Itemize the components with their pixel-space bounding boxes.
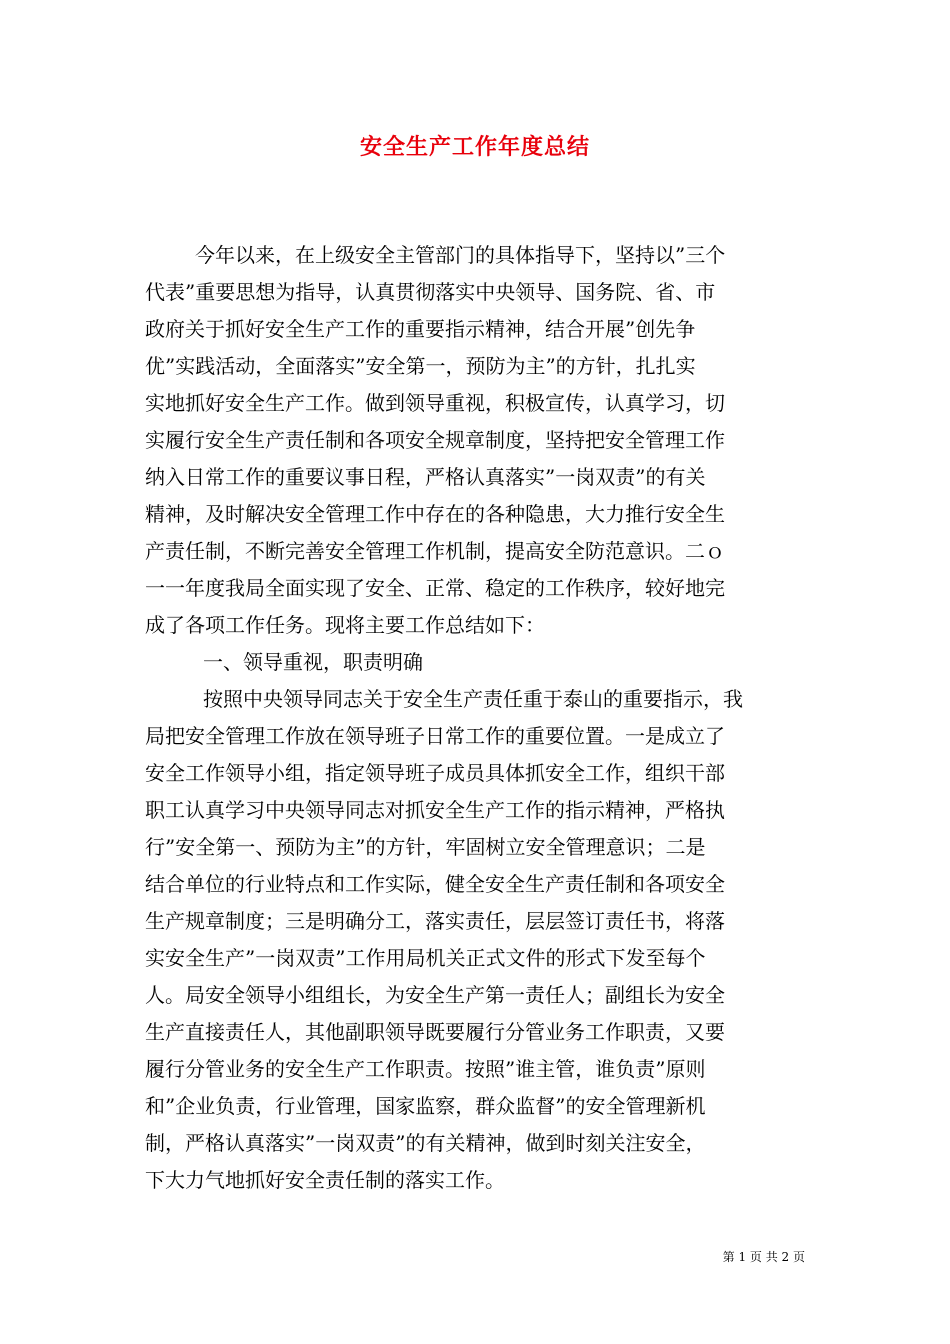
paragraph-line: 实履行安全生产责任制和各项安全规章制度，坚持把安全管理工作 [145, 428, 725, 452]
paragraph-line: 下大力气地抓好安全责任制的落实工作。 [145, 1168, 505, 1192]
section-heading: 一、领导重视，职责明确 [203, 650, 423, 674]
document-body [145, 237, 807, 1199]
paragraph-line: 制，严格认真落实”一岗双责”的有关精神，做到时刻关注安全， [145, 1131, 706, 1155]
paragraph-line: 产责任制，不断完善安全管理工作机制，提高安全防范意识。二ｏ [145, 539, 725, 563]
paragraph-line: 生产规章制度；三是明确分工，落实责任，层层签订责任书，将落 [145, 909, 725, 933]
paragraph-line: 人。局安全领导小组组长，为安全生产第一责任人；副组长为安全 [145, 983, 725, 1007]
paragraph-line: 履行分管业务的安全生产工作职责。按照”谁主管，谁负责”原则 [145, 1057, 706, 1081]
paragraph-line: 行”安全第一、预防为主”的方针，牢固树立安全管理意识；二是 [145, 835, 706, 859]
paragraph-line: 优”实践活动，全面落实”安全第一，预防为主”的方针，扎扎实 [145, 354, 696, 378]
paragraph-line: 今年以来，在上级安全主管部门的具体指导下，坚持以”三个 [195, 243, 726, 267]
paragraph-line: 和”企业负责，行业管理，国家监察，群众监督”的安全管理新机 [145, 1094, 706, 1118]
paragraph-line: 安全工作领导小组，指定领导班子成员具体抓安全工作，组织干部 [145, 761, 725, 785]
paragraph-line: 实安全生产”一岗双责”工作用局机关正式文件的形式下发至每个 [145, 946, 706, 970]
document-title: 安全生产工作年度总结 [359, 134, 590, 160]
paragraph-line: 生产直接责任人，其他副职领导既要履行分管业务工作职责，又要 [145, 1020, 725, 1044]
paragraph-line: 政府关于抓好安全生产工作的重要指示精神，结合开展”创先争 [145, 317, 696, 341]
paragraph-line: 精神，及时解决安全管理工作中存在的各种隐患，大力推行安全生 [145, 502, 725, 526]
paragraph-line: 结合单位的行业特点和工作实际，健全安全生产责任制和各项安全 [145, 872, 725, 896]
page-number: 第 1 页 共 2 页 [722, 1250, 805, 1264]
paragraph-line: 按照中央领导同志关于安全生产责任重于泰山的重要指示，我 [203, 687, 743, 711]
paragraph-line: 实地抓好安全生产工作。做到领导重视，积极宣传，认真学习，切 [145, 391, 725, 415]
paragraph-line: 代表”重要思想为指导，认真贯彻落实中央领导、国务院、省、市 [145, 280, 716, 304]
paragraph-line: 纳入日常工作的重要议事日程，严格认真落实”一岗双责”的有关 [145, 465, 706, 489]
paragraph-line: 成了各项工作任务。现将主要工作总结如下： [145, 613, 545, 637]
paragraph-line: 职工认真学习中央领导同志对抓安全生产工作的指示精神，严格执 [145, 798, 725, 822]
paragraph-line: 局把安全管理工作放在领导班子日常工作的重要位置。一是成立了 [145, 724, 725, 748]
paragraph-line: 一一年度我局全面实现了安全、正常、稳定的工作秩序，较好地完 [145, 576, 725, 600]
